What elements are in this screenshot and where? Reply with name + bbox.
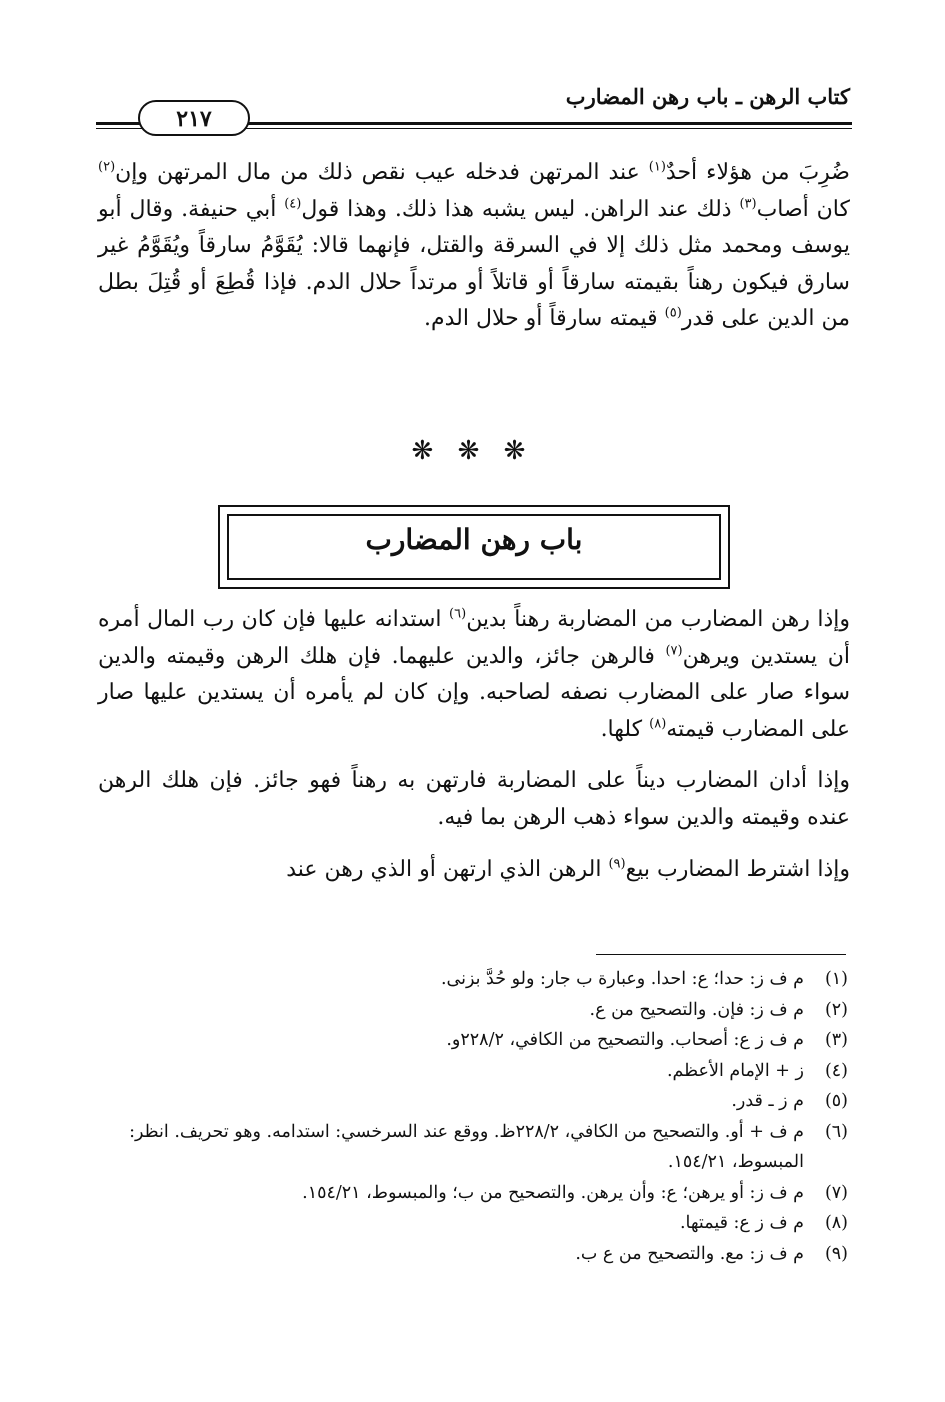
footnote	[96, 964, 848, 995]
footnote-text: م ف ز ع: أصحاب. والتصحيح من الكافي، ٢٢٨/٢و.	[446, 1030, 804, 1050]
footnote-number: (٢)	[824, 999, 848, 1020]
footnote-number: (٣)	[824, 1030, 848, 1050]
text-run: أبي حنيفة. وقال أبو يوسف ومحمد مثل ذلك إلا في السرقة والقتل، فإنهما قالا: يُقَوَّمُ سارقاً ويُقَوَّمُ غير سارق فيكون رهناً بقيمته سارقاً أو قاتلاً أو مرتداً حلال الدم. فإذا قُطِعَ أو قُتِلَ بطل من الدين على قدر	[98, 196, 850, 332]
footnote-number: (١)	[824, 969, 848, 989]
footnote-number: (٦)	[824, 1121, 848, 1142]
text-run: ذلك عند الراهن. ليس يشبه هذا ذلك. وهذا قول	[301, 196, 740, 222]
chapter-heading-frame	[218, 505, 730, 589]
footnote	[96, 1239, 848, 1270]
running-title: كتاب الرهن ـ باب رهن المضارب	[565, 84, 850, 109]
text-run: عند المرتهن فدخله عيب نقص ذلك من مال المرتهن وإن	[115, 160, 649, 185]
section-separator-stars: ❋ ❋ ❋	[411, 436, 534, 466]
footnote-text: م ف ز: حدا؛ ع: احدا. وعبارة ب جار: ولو حُدَّ بزنى.	[440, 969, 804, 989]
section-1-text	[98, 155, 850, 338]
footnote-number: (٤)	[824, 1060, 848, 1081]
footnote-number: (٧)	[824, 1182, 848, 1203]
footnote	[96, 1086, 848, 1117]
footnote-marker: (٣)	[739, 196, 757, 212]
footnote	[96, 1208, 848, 1239]
text-run: قيمته سارقاً أو حلال الدم.	[423, 306, 665, 332]
footnote-text: م ف ز: أو يرهن؛ ع: وأن يرهن. والتصحيح من ب؛ والمبسوط، ١٥٤/٢١.	[302, 1182, 804, 1203]
footnote	[96, 1056, 848, 1087]
text-run: وإذا اشترط المضارب بيع	[625, 856, 850, 882]
footnote-marker: (٥)	[664, 306, 682, 322]
footnote-text: م ف ز ع: قيمتها.	[679, 1213, 804, 1233]
footnote-text: م ف ز: مع. والتصحيح من ع ب.	[575, 1243, 804, 1264]
footnote-text: م ز ـ قدر.	[731, 1091, 804, 1111]
footnote-separator	[596, 954, 846, 955]
section-2-text	[98, 602, 850, 888]
text-run: استدانه عليها فإن كان رب المال أمره أن يستدين ويرهن	[98, 607, 850, 669]
footnote-marker: (٦)	[449, 606, 467, 622]
page-number: ٢١٧	[138, 100, 250, 136]
paragraph	[98, 763, 850, 836]
text-run: فالرهن جائز، والدين عليهما. فإن هلك الرهن وقيمته والدين سواء صار على المضارب نصفه لصاحبه. وإن كان لم يأمره أن يستدين عليها صار على المضارب قيمته	[98, 643, 850, 742]
footnote-number: (٨)	[824, 1213, 848, 1233]
footnote	[96, 995, 848, 1026]
footnote-marker: (٩)	[608, 856, 626, 872]
footnote-marker: (٨)	[649, 716, 667, 732]
text-run: ضُرِبَ من هؤلاء أحدٌ	[665, 160, 850, 185]
footnotes	[96, 964, 848, 1269]
footnote-text: م ف + أو. والتصحيح من الكافي، ٢٢٨/٢ظ. ووقع عند السرخسي: استدامه. وهو تحريف. انظر: المبسوط، ١٥٤/٢١.	[129, 1121, 804, 1172]
footnote-marker: (١)	[648, 159, 666, 175]
paragraph	[98, 155, 850, 338]
footnote-text: ز + الإمام الأعظم.	[666, 1060, 804, 1081]
text-run: وإذا أدان المضارب ديناً على المضاربة فارتهن به رهناً فهو جائز. فإن هلك الرهن عنده وقيمته والدين سواء ذهب الرهن بما فيه.	[98, 768, 850, 830]
chapter-title: باب رهن المضارب	[365, 523, 583, 556]
text-run: كان أصاب	[756, 196, 850, 222]
footnote	[96, 1117, 848, 1178]
footnote-number: (٩)	[824, 1243, 848, 1264]
page-header	[96, 78, 852, 138]
text-run: كلها.	[600, 716, 650, 742]
footnote	[96, 1025, 848, 1056]
paragraph	[98, 852, 850, 889]
paragraph	[98, 602, 850, 748]
footnote	[96, 1178, 848, 1209]
text-run: وإذا رهن المضارب من المضاربة رهناً بدين	[466, 607, 850, 632]
footnote-number: (٥)	[824, 1091, 848, 1111]
footnote-marker: (٧)	[665, 643, 683, 659]
footnote-marker: (٤)	[284, 196, 302, 212]
footnote-marker: (٢)	[98, 159, 116, 175]
footnote-text: م ف ز: فإن. والتصحيح من ع.	[589, 999, 804, 1020]
text-run: الرهن الذي ارتهن أو الذي رهن عند	[286, 856, 609, 882]
